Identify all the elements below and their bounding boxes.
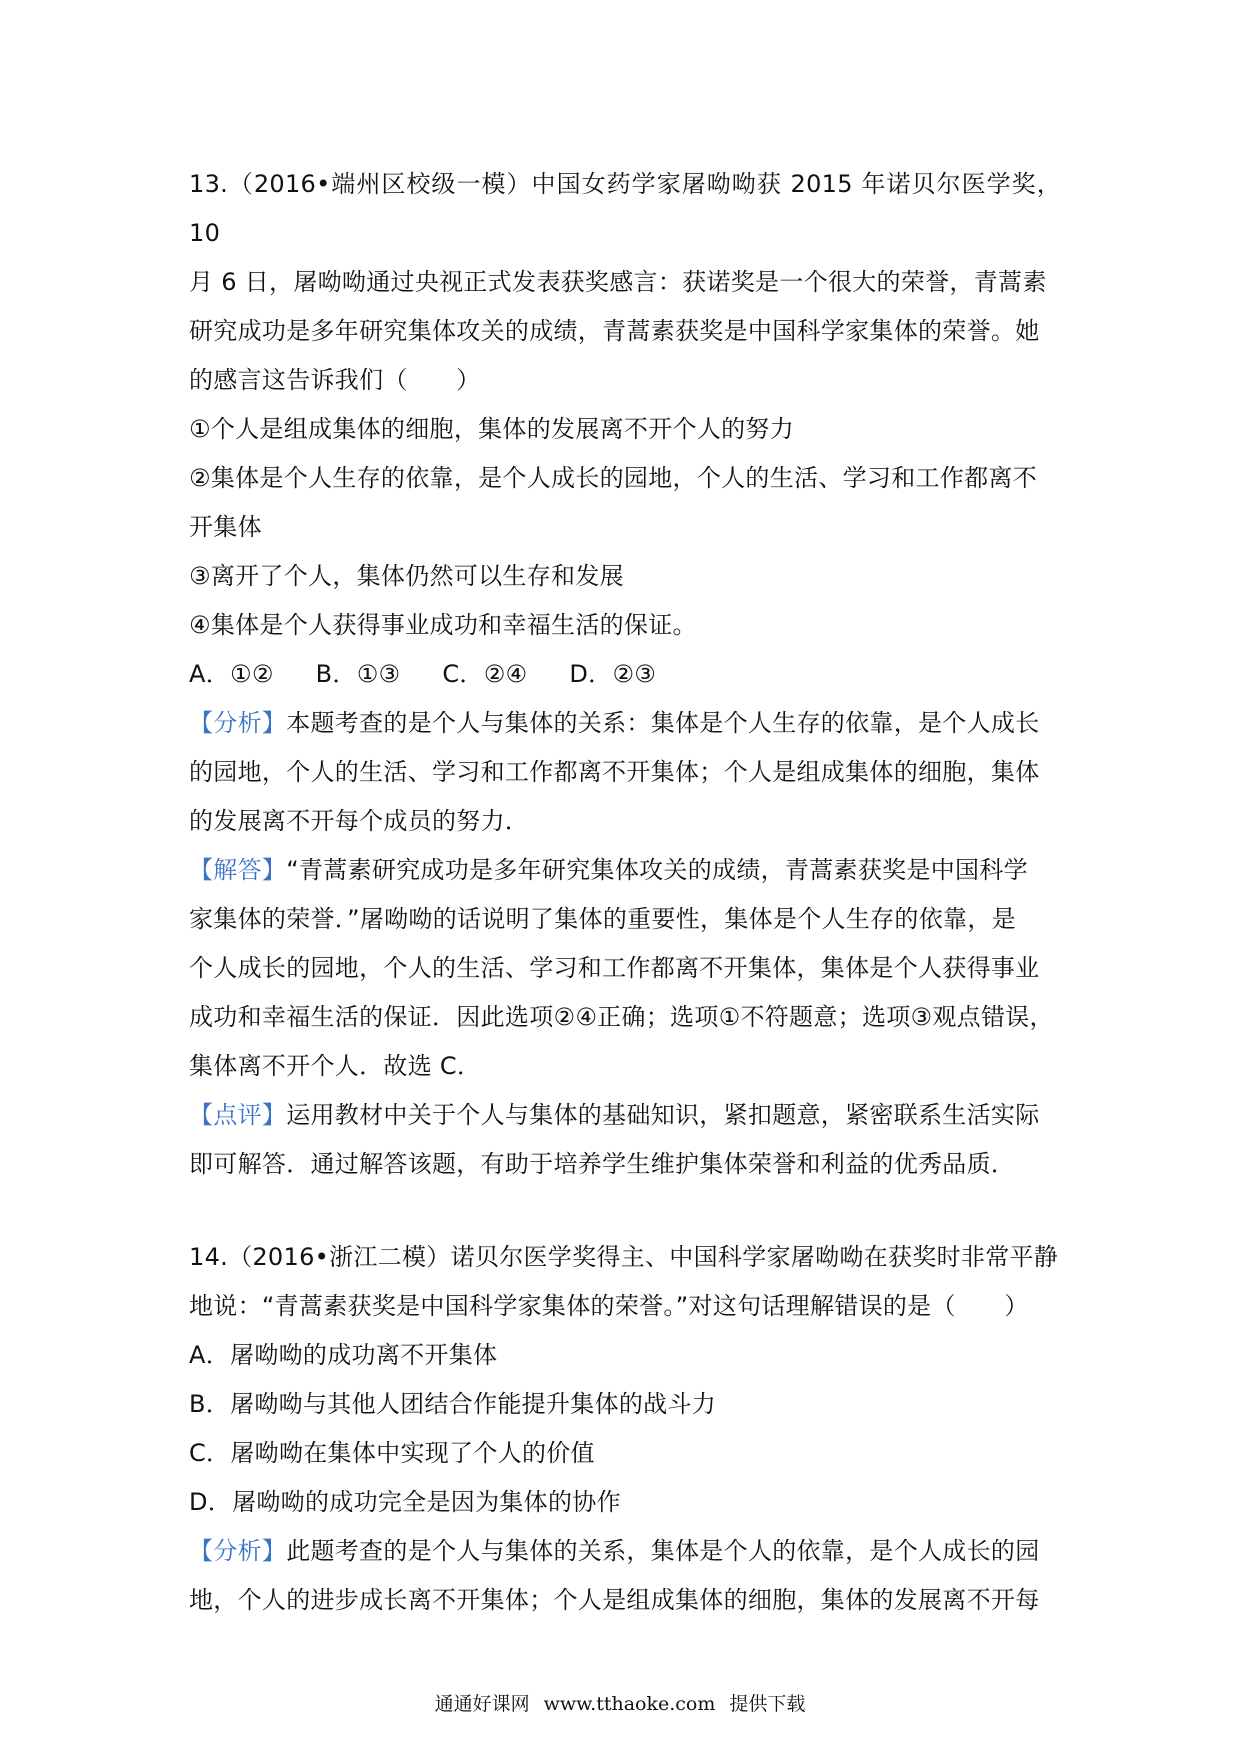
option-b: B．①③ (315, 660, 401, 688)
comment-text: 运用教材中关于个人与集体的基础知识，紧扣题意，紧密联系生活实际 (286, 1101, 1040, 1129)
question-13-answer-line: 家集体的荣誉．”屠呦呦的话说明了集体的重要性，集体是个人生存的依靠，是 (189, 905, 1016, 933)
option-d: D．②③ (569, 660, 657, 688)
option-d: D．屠呦呦的成功完全是因为集体的协作 (189, 1488, 621, 1516)
question-13-comment-line: 即可解答．通过解答该题，有助于培养学生维护集体荣誉和利益的优秀品质． (189, 1150, 1016, 1178)
question-13-answer-line: 个人成长的园地，个人的生活、学习和工作都离不开集体，集体是个人获得事业 (189, 954, 1040, 982)
footer-url[interactable]: www.tthaoke.com (543, 1693, 716, 1715)
question-13-statement: ③离开了个人，集体仍然可以生存和发展 (189, 562, 624, 590)
question-13-analysis-line: 的园地，个人的生活、学习和工作都离不开集体；个人是组成集体的细胞，集体 (189, 758, 1040, 786)
analysis-tag: 【分析】 (189, 1537, 287, 1565)
question-13-analysis-line: 的发展离不开每个成员的努力． (189, 807, 530, 835)
analysis-text: 此题考查的是个人与集体的关系，集体是个人的依靠，是个人成长的园 (286, 1537, 1040, 1565)
answer-text: “青蒿素研究成功是多年研究集体攻关的成绩，青蒿素获奖是中国科学 (286, 856, 1028, 884)
question-14-analysis-line (189, 1527, 1061, 1576)
question-13-stem-line: 月 6 日，屠呦呦通过央视正式发表获奖感言：获诺奖是一个很大的荣誉，青蒿素 (189, 268, 1047, 296)
page-footer (0, 1689, 1240, 1716)
answer-tag: 【解答】 (189, 856, 287, 884)
question-13-analysis-line (189, 699, 1061, 748)
question-14-analysis-line: 地，个人的进步成长离不开集体；个人是组成集体的细胞，集体的发展离不开每 (189, 1586, 1040, 1614)
question-13-answer-line (189, 846, 1061, 895)
question-13-answer-line: 集体离不开个人．故选 C． (189, 1052, 482, 1080)
footer-site-name: 通通好课网 (434, 1693, 530, 1715)
document-content (189, 160, 1061, 1625)
question-13-options (189, 650, 1061, 699)
option-c: C．屠呦呦在集体中实现了个人的价值 (189, 1439, 595, 1467)
question-13-statement: 开集体 (189, 513, 262, 541)
analysis-tag: 【分析】 (189, 709, 287, 737)
question-13-comment-line (189, 1091, 1061, 1140)
option-b: B．屠呦呦与其他人团结合作能提升集体的战斗力 (189, 1390, 717, 1418)
question-13 (189, 160, 1061, 1189)
option-a: A．屠呦呦的成功离不开集体 (189, 1341, 498, 1369)
option-c: C．②④ (442, 660, 528, 688)
question-13-answer-line: 成功和幸福生活的保证．因此选项②④正确；选项①不符题意；选项③观点错误， (189, 1003, 1054, 1031)
footer-note: 提供下载 (729, 1693, 806, 1715)
question-13-stem-line: 的感言这告诉我们（ ） (189, 366, 481, 394)
question-13-stem-line: 13.（2016•端州区校级一模）中国女药学家屠呦呦获 2015 年诺贝尔医学奖，10 (189, 170, 1061, 247)
question-14-stem-line: 地说：“青蒿素获奖是中国科学家集体的荣誉。”对这句话理解错误的是（ ） (189, 1292, 1029, 1320)
question-13-statement: ④集体是个人获得事业成功和幸福生活的保证。 (189, 611, 697, 639)
question-14 (189, 1233, 1061, 1625)
analysis-text: 本题考查的是个人与集体的关系：集体是个人生存的依靠，是个人成长 (286, 709, 1040, 737)
question-13-stem-line: 研究成功是多年研究集体攻关的成绩，青蒿素获奖是中国科学家集体的荣誉。她 (189, 317, 1040, 345)
option-a: A．①② (189, 660, 274, 688)
question-13-statement: ①个人是组成集体的细胞，集体的发展离不开个人的努力 (189, 415, 795, 443)
question-14-stem-line: 14.（2016•浙江二模）诺贝尔医学奖得主、中国科学家屠呦呦在获奖时非常平静 (189, 1243, 1059, 1271)
comment-tag: 【点评】 (189, 1101, 287, 1129)
question-13-statement: ②集体是个人生存的依靠，是个人成长的园地，个人的生活、学习和工作都离不 (189, 464, 1038, 492)
question-spacer (189, 1189, 1061, 1233)
